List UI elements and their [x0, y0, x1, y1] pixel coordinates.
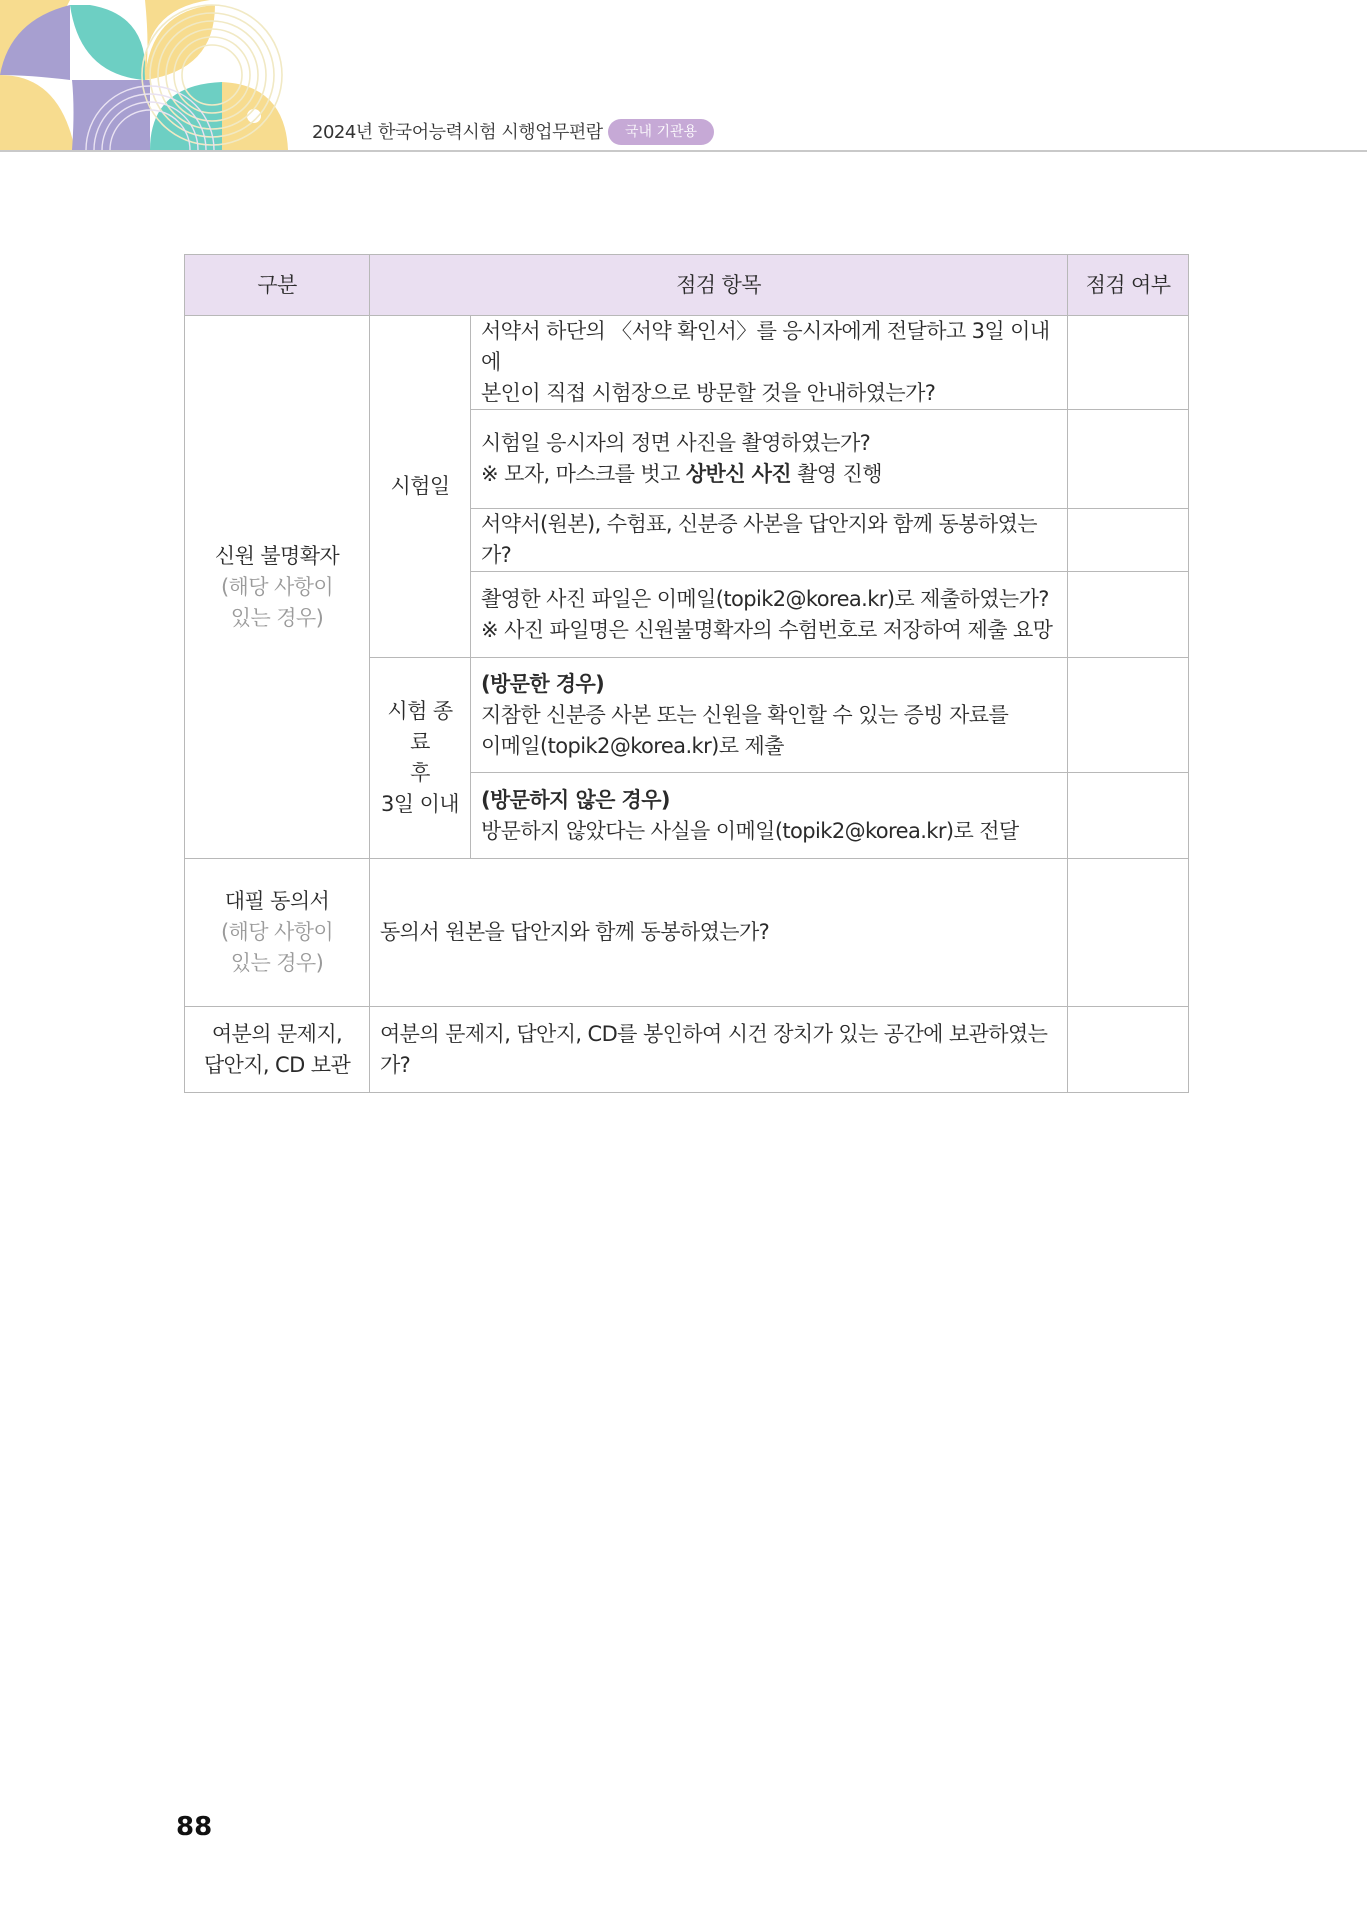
check-item-heading: (방문하지 않은 경우): [481, 787, 670, 812]
check-item-text: 시험일 응시자의 정면 사진을 촬영하였는가?: [481, 431, 871, 455]
check-status-cell[interactable]: [1068, 1007, 1189, 1093]
category-label: 대필 동의서: [224, 889, 330, 913]
column-header-check-item: 점검 항목: [370, 255, 1068, 316]
check-status-cell[interactable]: [1068, 509, 1189, 572]
check-item-note: ※ 모자, 마스크를 벗고 상반신 사진 촬영 진행: [481, 462, 882, 486]
category-label: 여분의 문제지,: [211, 1021, 343, 1046]
category-cell: [185, 1007, 370, 1093]
table-row: [185, 1007, 1189, 1093]
category-label: 신원 불명확자: [214, 543, 340, 568]
check-item-note: ※ 사진 파일명은 신원불명확자의 수험번호로 저장하여 제출 요망: [481, 617, 1053, 642]
check-status-cell[interactable]: [1068, 658, 1189, 773]
column-header-check-status: 점검 여부: [1068, 255, 1189, 316]
category-cell: [185, 316, 370, 859]
emphasis-text: 상반신 사진: [685, 462, 792, 486]
header-badge: 국내 기관용: [608, 119, 714, 145]
check-item-cell: [471, 316, 1068, 410]
check-item-text: 촬영한 사진 파일은 이메일(topik2@korea.kr)로 제출하였는가?: [481, 586, 1049, 611]
table-row: [185, 859, 1189, 1007]
check-status-cell[interactable]: [1068, 316, 1189, 410]
category-note: (해당 사항이: [220, 920, 334, 944]
table-header-row: [185, 255, 1189, 316]
category-label: 답안지, CD 보관: [203, 1052, 351, 1077]
subcategory-cell: 시험 종료 후 3일 이내: [370, 658, 471, 859]
check-item-cell: [471, 410, 1068, 509]
page-number: 88: [176, 1812, 213, 1842]
check-status-cell[interactable]: [1068, 773, 1189, 859]
category-cell: [185, 859, 370, 1007]
check-item-cell: [471, 773, 1068, 859]
check-item-cell: 동의서 원본을 답안지와 함께 동봉하였는가?: [370, 859, 1068, 1007]
decoration-shape: [0, 75, 75, 150]
check-item-text: 본인이 직접 시험장으로 방문할 것을 안내하였는가?: [481, 381, 936, 405]
decoration-shape: [70, 5, 145, 80]
check-item-text: 지참한 신분증 사본 또는 신원을 확인할 수 있는 증빙 자료를: [481, 702, 1009, 727]
check-item-text: 서약서(원본), 수험표, 신분증 사본을 답안지와 함께 동봉하였는가?: [481, 512, 1037, 567]
check-status-cell[interactable]: [1068, 572, 1189, 658]
check-status-cell[interactable]: [1068, 859, 1189, 1007]
category-note: (해당 사항이: [220, 574, 334, 599]
category-note: 있는 경우): [230, 605, 324, 630]
header-divider: [0, 150, 1367, 152]
header-title: 2024년 한국어능력시험 시행업무편람: [312, 122, 603, 143]
check-status-cell[interactable]: [1068, 410, 1189, 509]
check-item-cell: 여분의 문제지, 답안지, CD를 봉인하여 시건 장치가 있는 공간에 보관하였는가?: [370, 1007, 1068, 1093]
check-item-heading: (방문한 경우): [481, 671, 605, 696]
check-item-text: 방문하지 않았다는 사실을 이메일(topik2@korea.kr)로 전달: [481, 818, 1019, 843]
column-header-category: 구분: [185, 255, 370, 316]
check-item-cell: [471, 658, 1068, 773]
table-row: [185, 316, 1189, 410]
checklist-table: [184, 254, 1189, 1093]
check-item-cell: [471, 572, 1068, 658]
header-decoration: [0, 0, 300, 152]
category-note: 있는 경우): [230, 951, 324, 975]
check-item-cell: [471, 509, 1068, 572]
subcategory-cell: 시험일: [370, 316, 471, 658]
check-item-text: 서약서 하단의 〈서약 확인서〉를 응시자에게 전달하고 3일 이내에: [481, 319, 1050, 374]
check-item-text: 이메일(topik2@korea.kr)로 제출: [481, 733, 784, 758]
